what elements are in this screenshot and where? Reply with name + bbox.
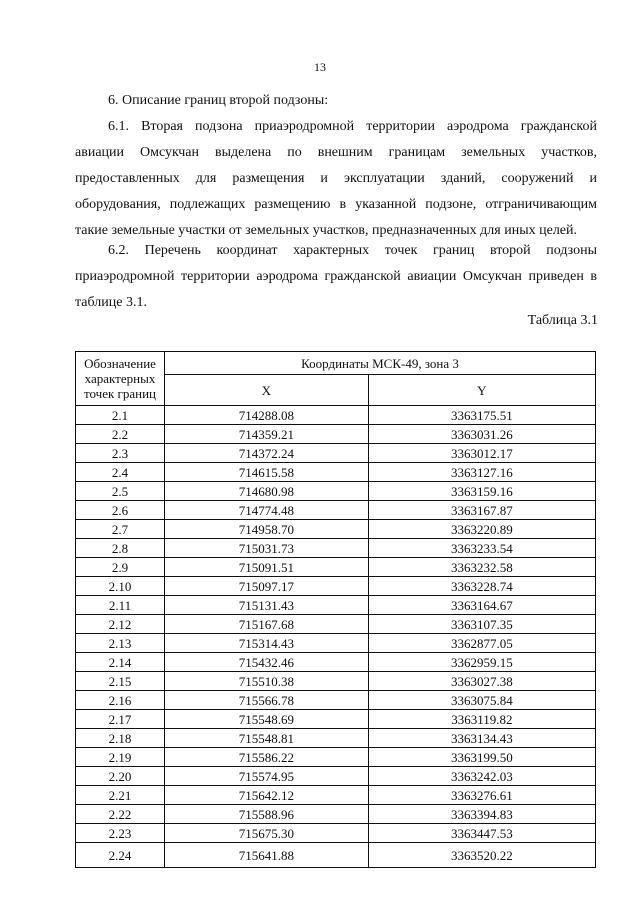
point-id-cell: 2.14 <box>76 653 165 672</box>
point-id-cell: 2.7 <box>76 520 165 539</box>
point-id-cell: 2.1 <box>76 406 165 425</box>
point-id-cell: 2.22 <box>76 805 165 824</box>
y-coordinate-cell: 3363233.54 <box>368 539 595 558</box>
point-id-cell: 2.15 <box>76 672 165 691</box>
point-id-cell: 2.5 <box>76 482 165 501</box>
y-coordinate-cell: 3362959.15 <box>368 653 595 672</box>
y-coordinate-cell: 3363134.43 <box>368 729 595 748</box>
table-caption: Таблица 3.1 <box>527 313 598 328</box>
paragraph-6-2: 6.2. Перечень координат характерных точек границ второй подзоны приаэродромной территории аэродрома гражданской авиации Омсукчан приведен в таблице 3.1. <box>75 243 597 310</box>
page-number: 13 <box>314 60 326 74</box>
y-coordinate-cell: 3362877.05 <box>368 634 595 653</box>
y-coordinate-cell: 3363175.51 <box>368 406 595 425</box>
table-row <box>76 634 596 653</box>
header-y: Y <box>368 375 595 406</box>
point-id-cell: 2.12 <box>76 615 165 634</box>
x-coordinate-cell: 715566.78 <box>165 691 369 710</box>
x-coordinate-cell: 715510.38 <box>165 672 369 691</box>
y-coordinate-cell: 3363012.17 <box>368 444 595 463</box>
coordinates-table <box>75 351 596 868</box>
x-coordinate-cell: 715167.68 <box>165 615 369 634</box>
x-coordinate-cell: 715091.51 <box>165 558 369 577</box>
y-coordinate-cell: 3363075.84 <box>368 691 595 710</box>
point-id-cell: 2.19 <box>76 748 165 767</box>
paragraph-6-1: 6.1. Вторая подзона приаэродромной территории аэродрома гражданской авиации Омсукчан выделена по внешним границам земельных участков, предоставленных для размещения и эксплуатации зданий, сооружений и оборудования, подлежащих размещению в указанной подзоне, отграничивающим такие земельные участки от земельных участков, предназначенных для иных целей. <box>75 119 597 238</box>
x-coordinate-cell: 714372.24 <box>165 444 369 463</box>
x-coordinate-cell: 714958.70 <box>165 520 369 539</box>
point-id-cell: 2.23 <box>76 824 165 843</box>
y-coordinate-cell: 3363276.61 <box>368 786 595 805</box>
y-coordinate-cell: 3363159.16 <box>368 482 595 501</box>
y-coordinate-cell: 3363119.82 <box>368 710 595 729</box>
x-coordinate-cell: 715574.95 <box>165 767 369 786</box>
x-coordinate-cell: 715548.69 <box>165 710 369 729</box>
point-id-cell: 2.2 <box>76 425 165 444</box>
point-id-cell: 2.10 <box>76 577 165 596</box>
table-header-row <box>76 352 596 375</box>
x-coordinate-cell: 715588.96 <box>165 805 369 824</box>
section-heading: 6. Описание границ второй подзоны: <box>108 93 329 108</box>
y-coordinate-cell: 3363027.38 <box>368 672 595 691</box>
x-coordinate-cell: 715314.43 <box>165 634 369 653</box>
x-coordinate-cell: 714680.98 <box>165 482 369 501</box>
table-row <box>76 444 596 463</box>
point-id-cell: 2.17 <box>76 710 165 729</box>
point-id-cell: 2.6 <box>76 501 165 520</box>
table-body <box>76 406 596 868</box>
x-coordinate-cell: 715641.88 <box>165 843 369 868</box>
table-row <box>76 672 596 691</box>
point-id-cell: 2.8 <box>76 539 165 558</box>
table-row <box>76 729 596 748</box>
y-coordinate-cell: 3363228.74 <box>368 577 595 596</box>
header-x: X <box>165 375 369 406</box>
x-coordinate-cell: 715031.73 <box>165 539 369 558</box>
y-coordinate-cell: 3363242.03 <box>368 767 595 786</box>
y-coordinate-cell: 3363164.67 <box>368 596 595 615</box>
table-row <box>76 653 596 672</box>
y-coordinate-cell: 3363232.58 <box>368 558 595 577</box>
y-coordinate-cell: 3363199.50 <box>368 748 595 767</box>
point-id-cell: 2.9 <box>76 558 165 577</box>
table-row <box>76 805 596 824</box>
x-coordinate-cell: 714615.58 <box>165 463 369 482</box>
table-row <box>76 520 596 539</box>
table-row <box>76 558 596 577</box>
table-row <box>76 824 596 843</box>
y-coordinate-cell: 3363031.26 <box>368 425 595 444</box>
table-row <box>76 406 596 425</box>
table-row <box>76 501 596 520</box>
table-row <box>76 596 596 615</box>
y-coordinate-cell: 3363394.83 <box>368 805 595 824</box>
table-row <box>76 843 596 868</box>
table-row <box>76 539 596 558</box>
x-coordinate-cell: 714288.08 <box>165 406 369 425</box>
x-coordinate-cell: 714774.48 <box>165 501 369 520</box>
header-point-designation <box>76 352 165 406</box>
point-id-cell: 2.11 <box>76 596 165 615</box>
point-id-cell: 2.13 <box>76 634 165 653</box>
x-coordinate-cell: 715586.22 <box>165 748 369 767</box>
table-row <box>76 748 596 767</box>
x-coordinate-cell: 714359.21 <box>165 425 369 444</box>
table-row <box>76 615 596 634</box>
point-id-cell: 2.3 <box>76 444 165 463</box>
x-coordinate-cell: 715432.46 <box>165 653 369 672</box>
y-coordinate-cell: 3363220.89 <box>368 520 595 539</box>
header-coordinates: Координаты МСК-49, зона 3 <box>165 352 596 375</box>
table-row <box>76 786 596 805</box>
y-coordinate-cell: 3363107.35 <box>368 615 595 634</box>
point-id-cell: 2.24 <box>76 843 165 868</box>
y-coordinate-cell: 3363127.16 <box>368 463 595 482</box>
point-id-cell: 2.16 <box>76 691 165 710</box>
table-row <box>76 425 596 444</box>
y-coordinate-cell: 3363167.87 <box>368 501 595 520</box>
header-point-line2: характерных <box>84 371 156 386</box>
x-coordinate-cell: 715642.12 <box>165 786 369 805</box>
point-id-cell: 2.18 <box>76 729 165 748</box>
point-id-cell: 2.20 <box>76 767 165 786</box>
point-id-cell: 2.21 <box>76 786 165 805</box>
y-coordinate-cell: 3363447.53 <box>368 824 595 843</box>
table-row <box>76 482 596 501</box>
table-row <box>76 767 596 786</box>
x-coordinate-cell: 715097.17 <box>165 577 369 596</box>
x-coordinate-cell: 715548.81 <box>165 729 369 748</box>
x-coordinate-cell: 715675.30 <box>165 824 369 843</box>
header-point-line3: точек границ <box>83 386 157 401</box>
table-row <box>76 577 596 596</box>
x-coordinate-cell: 715131.43 <box>165 596 369 615</box>
header-point-line1: Обозначение <box>84 356 156 371</box>
table-row <box>76 691 596 710</box>
point-id-cell: 2.4 <box>76 463 165 482</box>
table-row <box>76 463 596 482</box>
table-row <box>76 710 596 729</box>
y-coordinate-cell: 3363520.22 <box>368 843 595 868</box>
